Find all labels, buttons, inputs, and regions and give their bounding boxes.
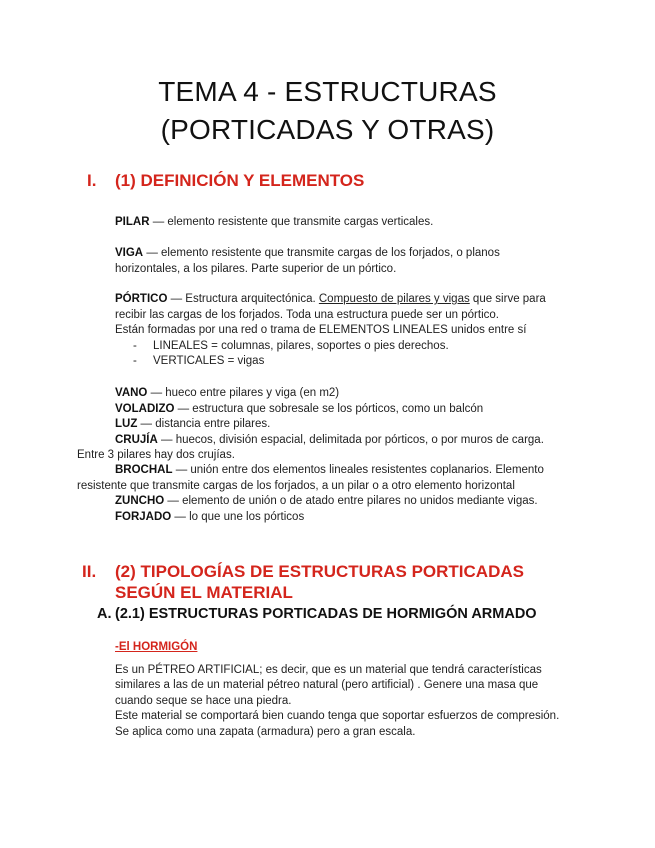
text-portico-underlined: Compuesto de pilares y vigas <box>318 293 470 305</box>
text-portico-3: Están formadas por una red o trama de ELEMENTOS LINEALES unidos entre sí <box>115 324 527 336</box>
text-voladizo: — estructura que sobresale se los pórticos, como un balcón <box>174 402 484 415</box>
text-vano: — hueco entre pilares y viga (en m2) <box>147 387 340 399</box>
list-item <box>115 339 546 355</box>
hormigon-line-5: Se aplica como una zapata (armadura) pero a gran escala. <box>115 725 416 738</box>
definition-brochal <box>115 463 544 479</box>
bullet-text-1: LINEALES = columnas, pilares, soportes o pies derechos. <box>153 339 449 352</box>
term-pilar: PILAR <box>115 216 150 228</box>
text-forjado: — lo que une los pórticos <box>171 510 305 523</box>
subsection-a-heading: (2.1) ESTRUCTURAS PORTICADAS DE HORMIGÓN ARMADO <box>115 606 537 622</box>
section-2-heading-line-1: (2) TIPOLOGÍAS DE ESTRUCTURAS PORTICADAS <box>115 562 524 581</box>
list-item <box>115 354 546 370</box>
text-portico-b: que sirve para <box>469 293 546 305</box>
text-pilar: — elemento resistente que transmite cargas verticales. <box>149 216 434 228</box>
term-zuncho: ZUNCHO <box>115 495 165 507</box>
hormigon-line-4: Este material se comportará bien cuando tenga que soportar esfuerzos de compresión. <box>115 710 560 722</box>
term-brochal: BROCHAL <box>115 464 173 476</box>
section-1-numeral: I. <box>87 171 97 190</box>
bullet-text-2: VERTICALES = vigas <box>153 355 265 367</box>
text-brochal-2: resistente que transmite cargas de los forjados, a un pilar o a otro elemento horizontal <box>77 480 515 492</box>
text-portico-2: recibir las cargas de los forjados. Toda una estructura puede ser un pórtico. <box>115 308 499 321</box>
hormigon-line-2: similares a las de un material pétreo natural (pero artificial) . Genere una masa que <box>115 679 539 691</box>
hormigon-heading: -El HORMIGÓN <box>115 641 198 653</box>
text-viga-1: — elemento resistente que transmite cargas de los forjados, o planos <box>143 247 500 259</box>
text-zuncho: — elemento de unión o de atado entre pilares no unidos mediante vigas. <box>164 495 538 507</box>
term-portico: PÓRTICO <box>115 293 168 305</box>
section-1-heading: (1) DEFINICIÓN Y ELEMENTOS <box>115 171 365 190</box>
definition-viga <box>115 246 500 277</box>
section-2-numeral: II. <box>82 562 97 581</box>
hormigon-line-3: cuando seque se hace una piedra. <box>115 694 292 707</box>
text-luz: — distancia entre pilares. <box>137 418 271 430</box>
term-luz: LUZ <box>115 418 138 430</box>
title-line-1: TEMA 4 - ESTRUCTURAS <box>158 76 497 107</box>
text-portico-a: — Estructura arquitectónica. <box>167 293 319 305</box>
definition-portico <box>115 292 546 370</box>
bullet-dash: - <box>133 355 137 367</box>
term-voladizo: VOLADIZO <box>115 402 175 415</box>
definition-list-2 <box>115 386 544 448</box>
text-crujia: — huecos, división espacial, delimitada por pórticos, o por muros de carga. <box>157 433 544 446</box>
hormigon-block <box>115 640 559 740</box>
term-vano: VANO <box>115 387 148 399</box>
text-viga-2: horizontales, a los pilares. Parte superior de un pórtico. <box>115 262 397 275</box>
bullet-dash: - <box>133 339 137 352</box>
term-viga: VIGA <box>115 247 144 259</box>
title-line-2: (PORTICADAS Y OTRAS) <box>160 114 495 145</box>
term-forjado: FORJADO <box>115 510 172 523</box>
definition-pilar <box>115 215 433 231</box>
text-brochal: — unión entre dos elementos lineales resistentes coplanarios. Elemento <box>172 464 544 476</box>
hormigon-line-1: Es un PÉTREO ARTIFICIAL; es decir, que es un material que tendrá características <box>115 663 542 676</box>
subsection-a-letter: A. <box>97 606 112 622</box>
term-crujia: CRUJÍA <box>115 433 158 446</box>
text-crujia-2: Entre 3 pilares hay dos crujías. <box>77 449 235 461</box>
section-2-heading-line-2: SEGÚN EL MATERIAL <box>115 583 293 602</box>
definition-list-3 <box>115 494 538 525</box>
